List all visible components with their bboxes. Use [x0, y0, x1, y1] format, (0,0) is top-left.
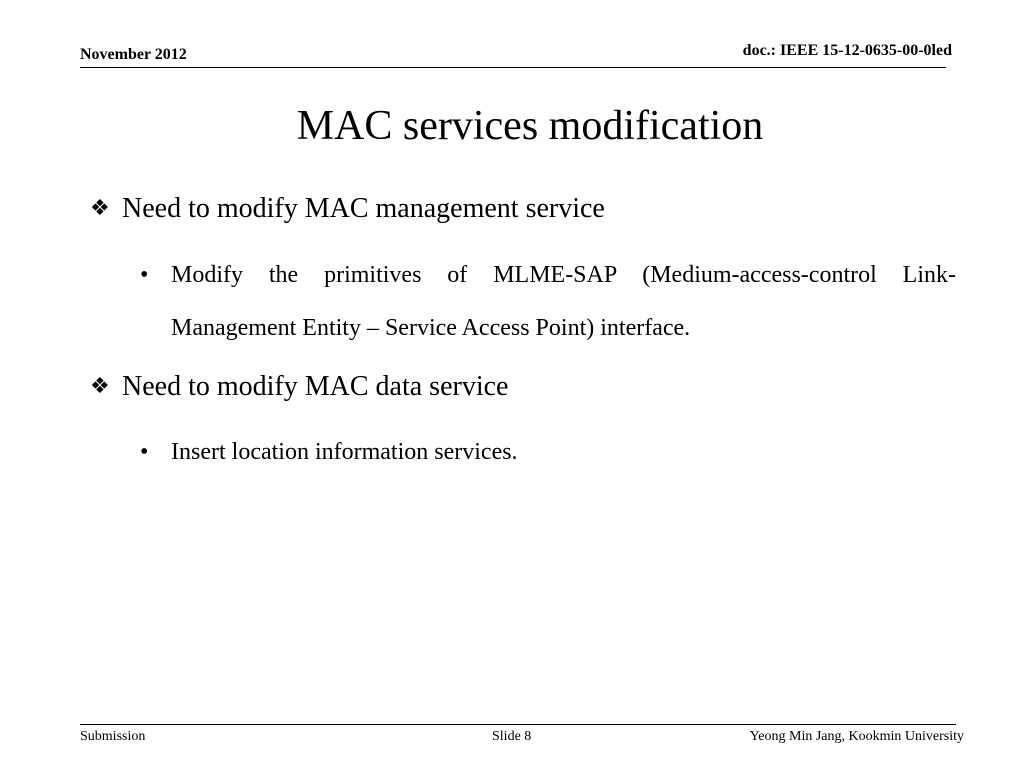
bullet-text: Need to modify MAC data service	[122, 371, 509, 402]
footer-author: Yeong Min Jang, Kookmin University	[749, 729, 964, 744]
slide-title: MAC services modification	[296, 103, 764, 149]
footer-slide-number: Slide 8	[492, 729, 532, 744]
dot-bullet-icon: •	[140, 439, 149, 465]
sub-bullet-text: Modify the primitives of MLME-SAP (Medium-access-control Link-Management Entity – Service Access Point) interface.	[171, 262, 956, 341]
dot-bullet-icon: •	[140, 262, 149, 288]
diamond-bullet-icon: ❖	[90, 373, 110, 398]
sub-bullet-location	[140, 426, 956, 479]
header-date: November 2012	[80, 46, 187, 63]
footer-submission: Submission	[80, 729, 146, 744]
sub-bullet-mlme-sap	[140, 249, 956, 355]
bullet-text: Need to modify MAC management service	[122, 193, 605, 224]
header-divider	[80, 67, 946, 68]
bullet-mac-management	[90, 193, 605, 225]
sub-bullet-text: Insert location information services.	[171, 439, 518, 465]
footer-divider	[80, 724, 956, 725]
header-doc-id: doc.: IEEE 15-12-0635-00-0led	[742, 42, 952, 59]
bullet-mac-data	[90, 371, 508, 403]
diamond-bullet-icon: ❖	[90, 195, 110, 220]
